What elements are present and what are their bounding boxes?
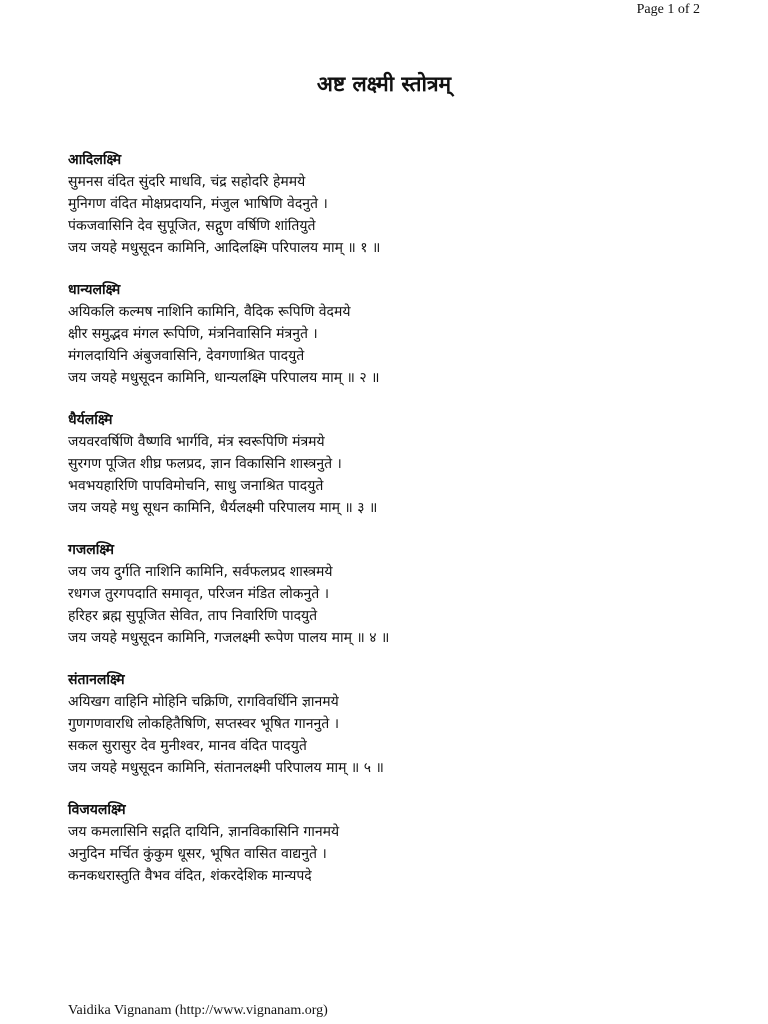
page-title: अष्ट लक्ष्मी स्तोत्रम्	[316, 72, 452, 96]
verse-line: पंकजवासिनि देव सुपूजित, सद्गुण वर्षिणि शांतियुते	[68, 218, 316, 234]
verse-line: जय जयहे मधुसूदन कामिनि, आदिलक्ष्मि परिपालय माम् ॥ १ ॥	[68, 240, 381, 256]
verse-section	[68, 540, 708, 649]
verse-line: अनुदिन मर्चित कुंकुम धूसर, भूषित वासित वाद्यनुते ।	[68, 846, 327, 862]
verse-line: जय जयहे मधुसूदन कामिनि, गजलक्ष्मी रूपेण पालय माम् ॥ ४ ॥	[68, 630, 390, 646]
verse-line: गुणगणवारधि लोकहितैषिणि, सप्तस्वर भूषित गाननुते ।	[68, 716, 340, 732]
verse-line: रधगज तुरगपदाति समावृत, परिजन मंडित लोकनुते ।	[68, 586, 330, 602]
verse-line: सुमनस वंदित सुंदरि माधवि, चंद्र सहोदरि हेममये	[68, 174, 306, 190]
verse-line: जयवरवर्षिणि वैष्णवि भार्गवि, मंत्र स्वरूपिणि मंत्रमये	[68, 434, 325, 450]
verse-section	[68, 410, 708, 519]
verse-line: जय जयहे मधु सूधन कामिनि, धैर्यलक्ष्मी परिपालय माम् ॥ ३ ॥	[68, 500, 378, 516]
page-footer: Vaidika Vignanam (http://www.vignanam.org)	[68, 1003, 328, 1018]
section-title: धान्यलक्ष्मि	[68, 282, 121, 298]
verse-line: अयिकलि कल्मष नाशिनि कामिनि, वैदिक रूपिणि वेदमये	[68, 304, 351, 320]
verse-line: सकल सुरासुर देव मुनीश्वर, मानव वंदित पादयुते	[68, 738, 307, 754]
verse-line: भवभयहारिणि पापविमोचनि, साधु जनाश्रित पादयुते	[68, 478, 324, 494]
verse-line: कनकधरास्तुति वैभव वंदित, शंकरदेशिक मान्यपदे	[68, 868, 312, 884]
verse-line: हरिहर ब्रह्म सुपूजित सेवित, ताप निवारिणि पादयुते	[68, 608, 318, 624]
verse-section	[68, 800, 708, 887]
section-title: गजलक्ष्मि	[68, 542, 114, 558]
verse-line: जय कमलासिनि सद्गति दायिनि, ज्ञानविकासिनि गानमये	[68, 824, 340, 840]
verse-line: सुरगण पूजित शीघ्र फलप्रद, ज्ञान विकासिनि शास्त्रनुते ।	[68, 456, 342, 472]
page-number: Page 1 of 2	[636, 2, 700, 17]
verse-section	[68, 280, 708, 389]
section-title: विजयलक्ष्मि	[68, 802, 126, 818]
verse-line: क्षीर समुद्भव मंगल रूपिणि, मंत्रनिवासिनि मंत्रनुते ।	[68, 326, 318, 342]
verse-section	[68, 670, 708, 779]
stotram-content	[68, 150, 708, 908]
verse-section	[68, 150, 708, 259]
verse-line: जय जयहे मधुसूदन कामिनि, धान्यलक्ष्मि परिपालय माम् ॥ २ ॥	[68, 370, 380, 386]
verse-line: मंगलदायिनि अंबुजवासिनि, देवगणाश्रित पादयुते	[68, 348, 305, 364]
verse-line: जय जय दुर्गति नाशिनि कामिनि, सर्वफलप्रद शास्त्रमये	[68, 564, 333, 580]
section-title: संतानलक्ष्मि	[68, 672, 125, 688]
section-title: धैर्यलक्ष्मि	[68, 412, 113, 428]
verse-line: जय जयहे मधुसूदन कामिनि, संतानलक्ष्मी परिपालय माम् ॥ ५ ॥	[68, 760, 384, 776]
verse-line: अयिखग वाहिनि मोहिनि चक्रिणि, रागविवर्धिनि ज्ञानमये	[68, 694, 339, 710]
verse-line: मुनिगण वंदित मोक्षप्रदायनि, मंजुल भाषिणि वेदनुते ।	[68, 196, 328, 212]
section-title: आदिलक्ष्मि	[68, 152, 122, 168]
